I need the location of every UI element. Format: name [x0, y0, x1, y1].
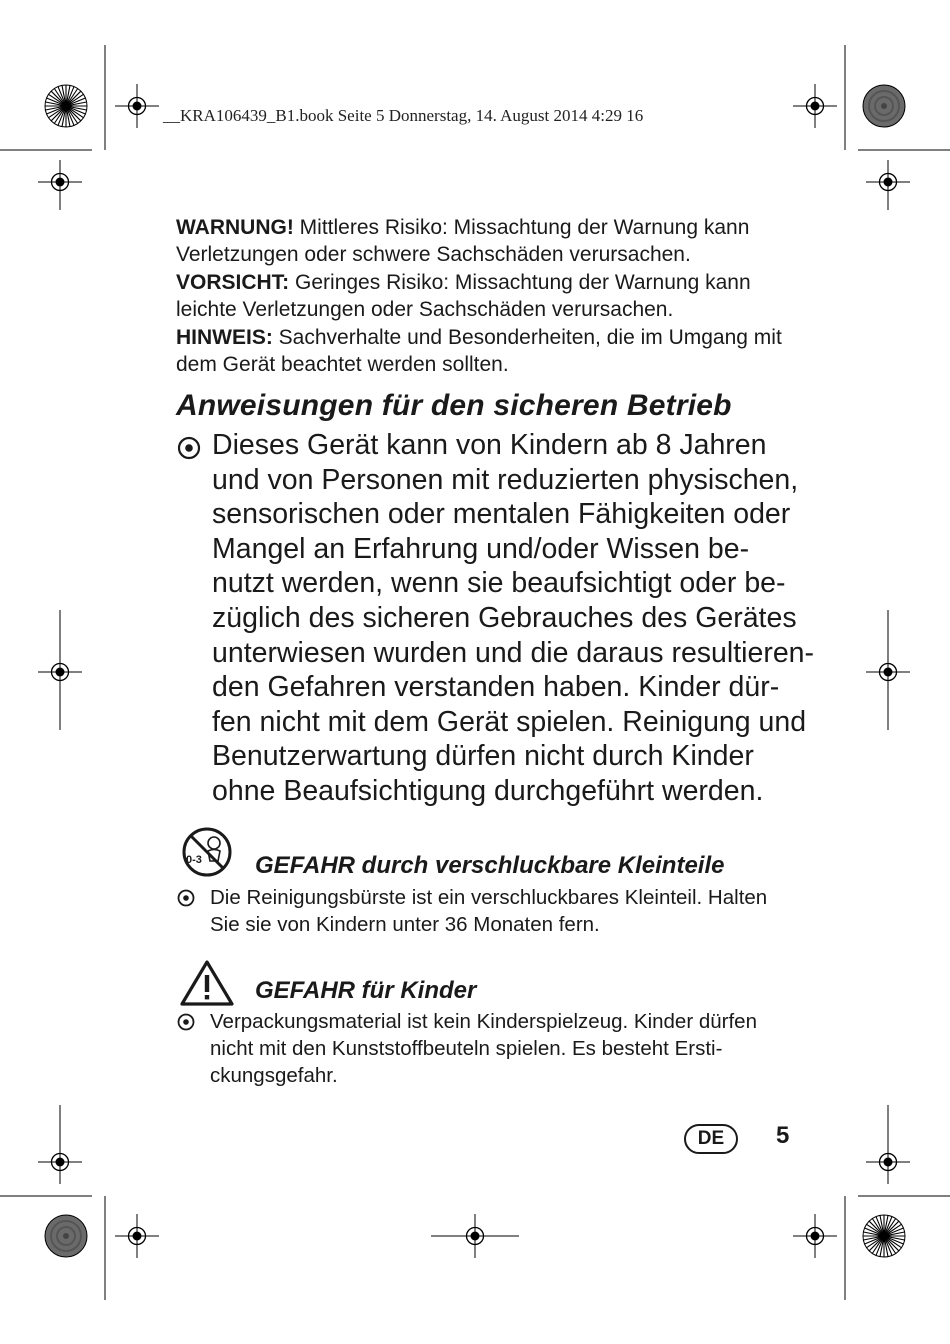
- text-line: Verpackungsmaterial ist kein Kinderspielzeug. Kinder dürfen: [210, 1010, 757, 1033]
- legend-term: VORSICHT:: [176, 270, 290, 294]
- icon-age-label: 0-3: [186, 854, 202, 866]
- legend-vorsicht: [176, 269, 816, 324]
- text-line: fen nicht mit dem Gerät spielen. Reinigung und: [212, 705, 807, 738]
- danger-small-parts-item: [176, 884, 816, 938]
- text-line: ohne Beaufsichtigung durchgeführt werden.: [212, 774, 764, 807]
- language-badge: DE: [684, 1124, 738, 1154]
- text-line: sensorischen oder mentalen Fähigkeiten oder: [212, 498, 791, 531]
- text-line: Die Reinigungsbürste ist ein verschluckbares Kleinteil. Halten: [210, 886, 768, 909]
- danger-title-small-parts: GEFAHR durch verschluckbare Kleinteile: [255, 852, 725, 879]
- text-line: unterwiesen wurden und die daraus resultieren-: [212, 636, 815, 669]
- signal-word-legend: [176, 214, 816, 378]
- text-line: den Gefahren verstanden haben. Kinder dür-: [212, 671, 780, 704]
- warning-triangle-icon: [178, 958, 236, 1008]
- legend-text: Geringes Risiko: Missachtung der Warnung kann leichte Verletzungen oder Sachschäden verursachen.: [176, 270, 751, 322]
- bullet-icon: [176, 435, 202, 461]
- legend-term: HINWEIS:: [176, 325, 273, 349]
- bullet-icon: [176, 1012, 196, 1032]
- text-line: nicht mit den Kunststoffbeuteln spielen. Es besteht Ersti-: [210, 1037, 723, 1060]
- danger-title-children: GEFAHR für Kinder: [255, 977, 477, 1004]
- text-line: züglich des sicheren Gebrauches des Gerätes: [212, 601, 797, 634]
- danger-small-parts-text: [210, 884, 816, 938]
- main-bullet-text: [212, 428, 816, 809]
- main-bullet-item: [176, 428, 816, 809]
- text-line: Sie sie von Kindern unter 36 Monaten fern.: [210, 913, 600, 936]
- danger-children-text: [210, 1008, 816, 1089]
- text-line: Mangel an Erfahrung und/oder Wissen be-: [212, 532, 750, 565]
- legend-term: WARNUNG!: [176, 216, 294, 239]
- text-line: ckungsgefahr.: [210, 1064, 338, 1087]
- legend-text: Mittleres Risiko: Missachtung der Warnung kann Verletzungen oder schwere Sachschäden verursachen.: [176, 216, 750, 267]
- bullet-icon: [176, 888, 196, 908]
- text-line: nutzt werden, wenn sie beaufsichtigt oder be-: [212, 567, 786, 600]
- legend-hinweis: [176, 324, 816, 379]
- danger-children-item: [176, 1008, 816, 1089]
- page-number: 5: [776, 1122, 790, 1149]
- text-line: Benutzerwartung dürfen nicht durch Kinder: [212, 740, 754, 773]
- legend-text: Sachverhalte und Besonderheiten, die im Umgang mit dem Gerät beachtet werden sollten.: [176, 325, 782, 377]
- no-small-parts-icon: [180, 826, 234, 878]
- print-slug-header: __KRA106439_B1.book Seite 5 Donnerstag, 14. August 2014 4:29 16: [163, 106, 644, 125]
- section-title: Anweisungen für den sicheren Betrieb: [176, 389, 732, 422]
- text-line: Dieses Gerät kann von Kindern ab 8 Jahren: [212, 429, 767, 461]
- text-line: und von Personen mit reduzierten physischen,: [212, 463, 799, 496]
- legend-warnung: [176, 214, 816, 269]
